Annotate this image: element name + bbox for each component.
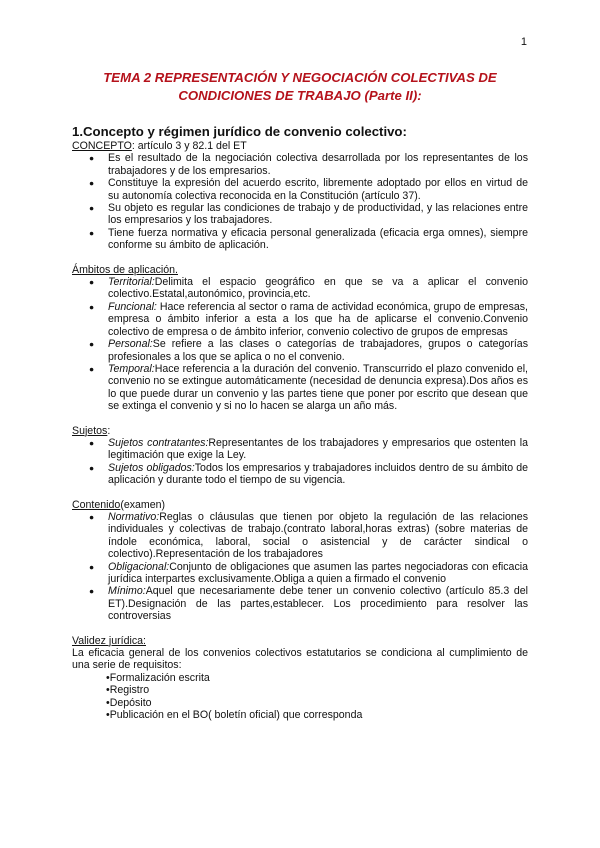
item-text: Reglas o cláusulas que tienen por objeto la regulación de las relaciones individuales y colectivas de trabajo.(contrato laboral,horas extras) (sobre materias de índole económica, laboral, social o asistencial y de carácter sindical o colectivo).Representación de los trabajadores bbox=[108, 510, 528, 561]
page-number: 1 bbox=[520, 36, 527, 48]
item-text: Conjunto de obligaciones que asumen las partes negociadoras con eficacia jurídica interpartes exclusivamente.Obliga a quien a firmado el convenio bbox=[108, 560, 528, 585]
document-body bbox=[72, 124, 528, 721]
list-item bbox=[72, 338, 528, 363]
item-text: Hace referencia al sector o rama de actividad económica, grupo de empresas, empresa o ámbito inferior a esta a los que ha de aplicarse el convenio.Convenio colectivo de empresa o de ámbito inferior, convenio colectivo de grupos de empresas bbox=[108, 300, 528, 338]
ambitos-heading: Ámbitos de aplicación. bbox=[72, 263, 178, 276]
item-text: Se refiere a las clases o categorías de trabajadores, grupos o categorías profesionales a los que se aplica o no el convenio. bbox=[108, 338, 528, 363]
item-term: Funcional: bbox=[108, 300, 157, 313]
list-item: • Registro bbox=[106, 684, 528, 696]
item-text: Delimita el espacio geográfico en que se va a aplicar el convenio colectivo.Estatal,autonómico, provincia,etc. bbox=[108, 276, 528, 301]
list-item: ● Tiene fuerza normativa y eficacia personal generalizada (eficacia erga omnes), siempre conforme su ámbito de aplicación. bbox=[72, 227, 528, 252]
ambitos-list bbox=[72, 276, 528, 412]
item-text: Hace referencia a la duración del convenio. Transcurrido el plazo convenido el, convenio no se extingue automáticamente (necesidad de denuncia expresa).Dos años es lo que puede durar un convenio y las partes tiene que poner por escrito que desean que se extinga el convenio y si no lo hacen se alarga un año más. bbox=[108, 362, 528, 413]
list-item bbox=[72, 511, 528, 561]
item-term: Obligacional: bbox=[108, 560, 170, 573]
item-text: Aquel que necesariamente debe tener un convenio colectivo (artículo 85.3 del ET).Designación de las partes,establecer. Los procedimiento para resolver las controversias bbox=[108, 585, 528, 623]
list-item bbox=[72, 363, 528, 413]
item-term: Mínimo: bbox=[108, 585, 146, 598]
list-item: • Depósito bbox=[106, 697, 528, 709]
title-line-2: CONDICIONES DE TRABAJO (Parte II): bbox=[178, 88, 422, 103]
item-term: Sujetos obligados: bbox=[108, 461, 195, 474]
contenido-heading: Contenido bbox=[72, 498, 121, 511]
concepto-label: CONCEPTO bbox=[72, 140, 132, 152]
sujetos-colon: : bbox=[107, 424, 111, 437]
validez-text: La eficacia general de los convenios colectivos estatutarios se condiciona al cumplimiento de una serie de requisitos: bbox=[72, 647, 528, 672]
list-item bbox=[72, 301, 528, 338]
concepto-list bbox=[72, 152, 528, 251]
sujetos-heading: Sujetos bbox=[72, 424, 108, 437]
list-item: ● Su objeto es regular las condiciones de trabajo y de productividad, y las relaciones entre los empresarios y los trabajadores. bbox=[72, 202, 528, 227]
contenido-suffix: (examen) bbox=[120, 498, 166, 511]
contenido-list bbox=[72, 511, 528, 623]
concepto-reference: : artículo 3 y 82.1 del ET bbox=[131, 140, 247, 152]
item-term: Normativo: bbox=[108, 510, 160, 523]
document-title bbox=[72, 69, 528, 105]
list-item: ● Es el resultado de la negociación colectiva desarrollada por los representantes de los trabajadores y de los empresarios. bbox=[72, 152, 528, 177]
list-item bbox=[72, 437, 528, 462]
list-item bbox=[72, 561, 528, 586]
section-heading: 1.Concepto y régimen jurídico de convenio colectivo: bbox=[72, 124, 407, 139]
item-term: Temporal: bbox=[108, 362, 155, 375]
list-item bbox=[72, 276, 528, 301]
item-term: Sujetos contratantes: bbox=[108, 436, 209, 449]
item-text: Representantes de los trabajadores y empresarios que ostenten la legitimación que exige la Ley. bbox=[108, 436, 528, 462]
concepto-line bbox=[72, 140, 528, 152]
item-term: Territorial: bbox=[108, 276, 155, 289]
list-item bbox=[72, 462, 528, 487]
list-item: ● Constituye la expresión del acuerdo escrito, libremente adoptado por ellos en virtud de su autonomía colectiva reconocida en la Constitución (artículo 37). bbox=[72, 177, 528, 202]
list-item: • Publicación en el BO( boletín oficial) que corresponda bbox=[106, 709, 528, 721]
list-item: • Formalización escrita bbox=[106, 672, 528, 684]
list-item bbox=[72, 585, 528, 622]
item-text: Todos los empresarios y trabajadores incluidos dentro de su ámbito de aplicación y durante todo el tiempo de su vigencia. bbox=[108, 461, 528, 487]
validez-heading: Validez jurídica: bbox=[72, 634, 146, 647]
title-line-1: TEMA 2 REPRESENTACIÓN Y NEGOCIACIÓN COLECTIVAS DE bbox=[103, 70, 497, 85]
validez-requirements bbox=[72, 672, 528, 722]
item-term: Personal: bbox=[108, 338, 153, 351]
contenido-line bbox=[72, 499, 528, 511]
sujetos-line bbox=[72, 425, 528, 437]
sujetos-list bbox=[72, 437, 528, 487]
